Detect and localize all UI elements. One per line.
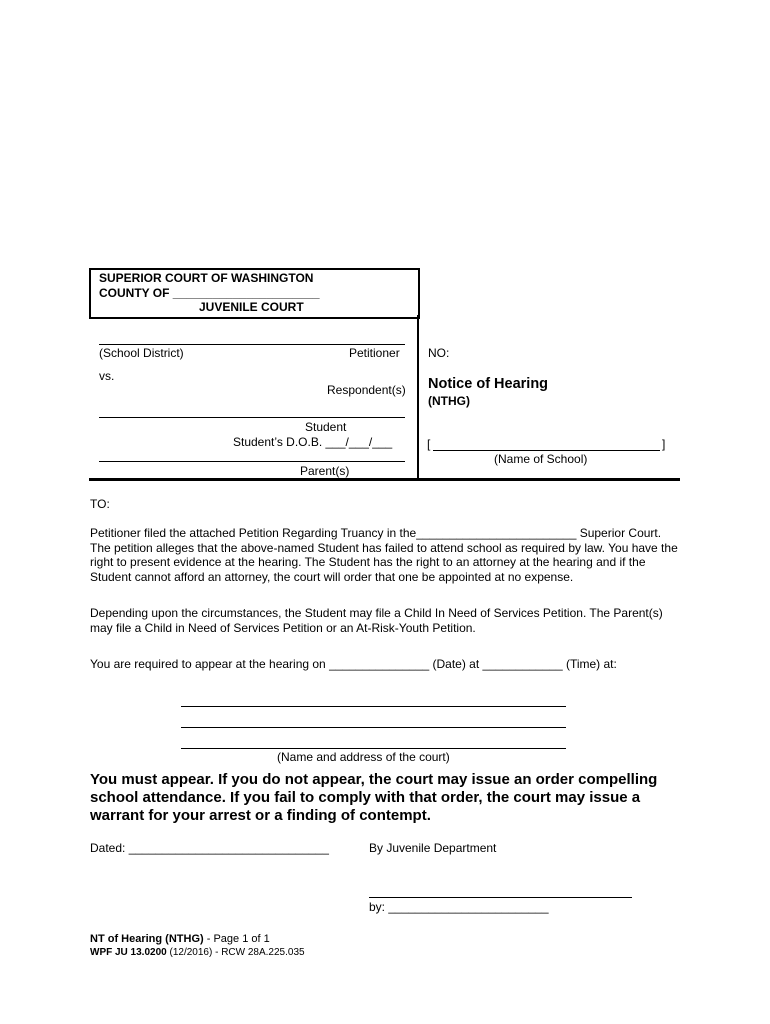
school-district-label: (School District) (99, 346, 184, 360)
hearing-date-time-line: You are required to appear at the hearing on _______________ (Date) at ____________ (Time) at: (90, 657, 617, 671)
notice-paragraph-2: Depending upon the circumstances, the Student may file a Child In Need of Services Petition. The Parent(s) may file a Child in Need of Services Petition or an At-Risk-Youth Petition. (90, 606, 663, 635)
petitioner-label: Petitioner (349, 346, 400, 360)
signature-line (369, 897, 632, 898)
parents-line (99, 461, 405, 462)
school-bracket-close: ] (662, 437, 666, 451)
juvenile-department-label: By Juvenile Department (369, 841, 497, 855)
court-address-line-3 (181, 748, 566, 749)
school-bracket-open: [ (427, 437, 431, 451)
footer-page-info: - Page 1 of 1 (203, 933, 270, 945)
school-name-line (433, 450, 660, 451)
court-address-line-2 (181, 727, 566, 728)
court-address-label: (Name and address of the court) (277, 750, 450, 764)
notice-paragraph-1: Petitioner filed the attached Petition Regarding Truancy in the________________________ Superior Court. The petition alleges that the above-named Student has failed to attend school as required by law. You have the right to present evidence at the hearing. The Student has the right to an attorney at the hearing and if the Student cannot afford an attorney, the court will order that one be appointed at no expense. (90, 526, 678, 584)
footer-line-2 (90, 947, 305, 958)
caption-vertical-divider (417, 315, 419, 479)
caption-bottom-rule (89, 478, 680, 481)
vs-label: vs. (99, 369, 115, 383)
parents-label: Parent(s) (300, 464, 350, 478)
county-line: COUNTY OF ______________________ (99, 286, 320, 300)
by-field: by: ________________________ (369, 900, 549, 914)
dated-field: Dated: ______________________________ (90, 841, 329, 855)
footer-line-1 (90, 933, 270, 945)
court-name: SUPERIOR COURT OF WASHINGTON (99, 271, 314, 285)
juvenile-court-label: JUVENILE COURT (199, 300, 304, 314)
appearance-warning: You must appear. If you do not appear, the court may issue an order compelling school attendance. If you fail to comply with that order, the court may issue a warrant for your arrest or a finding of contempt. (90, 771, 658, 824)
school-district-line (99, 344, 405, 345)
document-code: (NTHG) (428, 394, 470, 408)
respondents-label: Respondent(s) (327, 383, 406, 397)
student-dob-field: Student’s D.O.B. ___/___/___ (233, 435, 393, 449)
to-label: TO: (90, 497, 110, 511)
school-name-label: (Name of School) (494, 452, 588, 466)
case-number-label: NO: (428, 346, 450, 360)
footer-form-details: (12/2016) - RCW 28A.225.035 (166, 947, 305, 958)
footer-form-title: NT of Hearing (NTHG) (90, 933, 204, 945)
document-title: Notice of Hearing (428, 376, 549, 392)
student-line (99, 417, 405, 418)
footer-form-number: WPF JU 13.0200 (90, 947, 167, 958)
court-address-line-1 (181, 706, 566, 707)
student-label: Student (305, 420, 347, 434)
